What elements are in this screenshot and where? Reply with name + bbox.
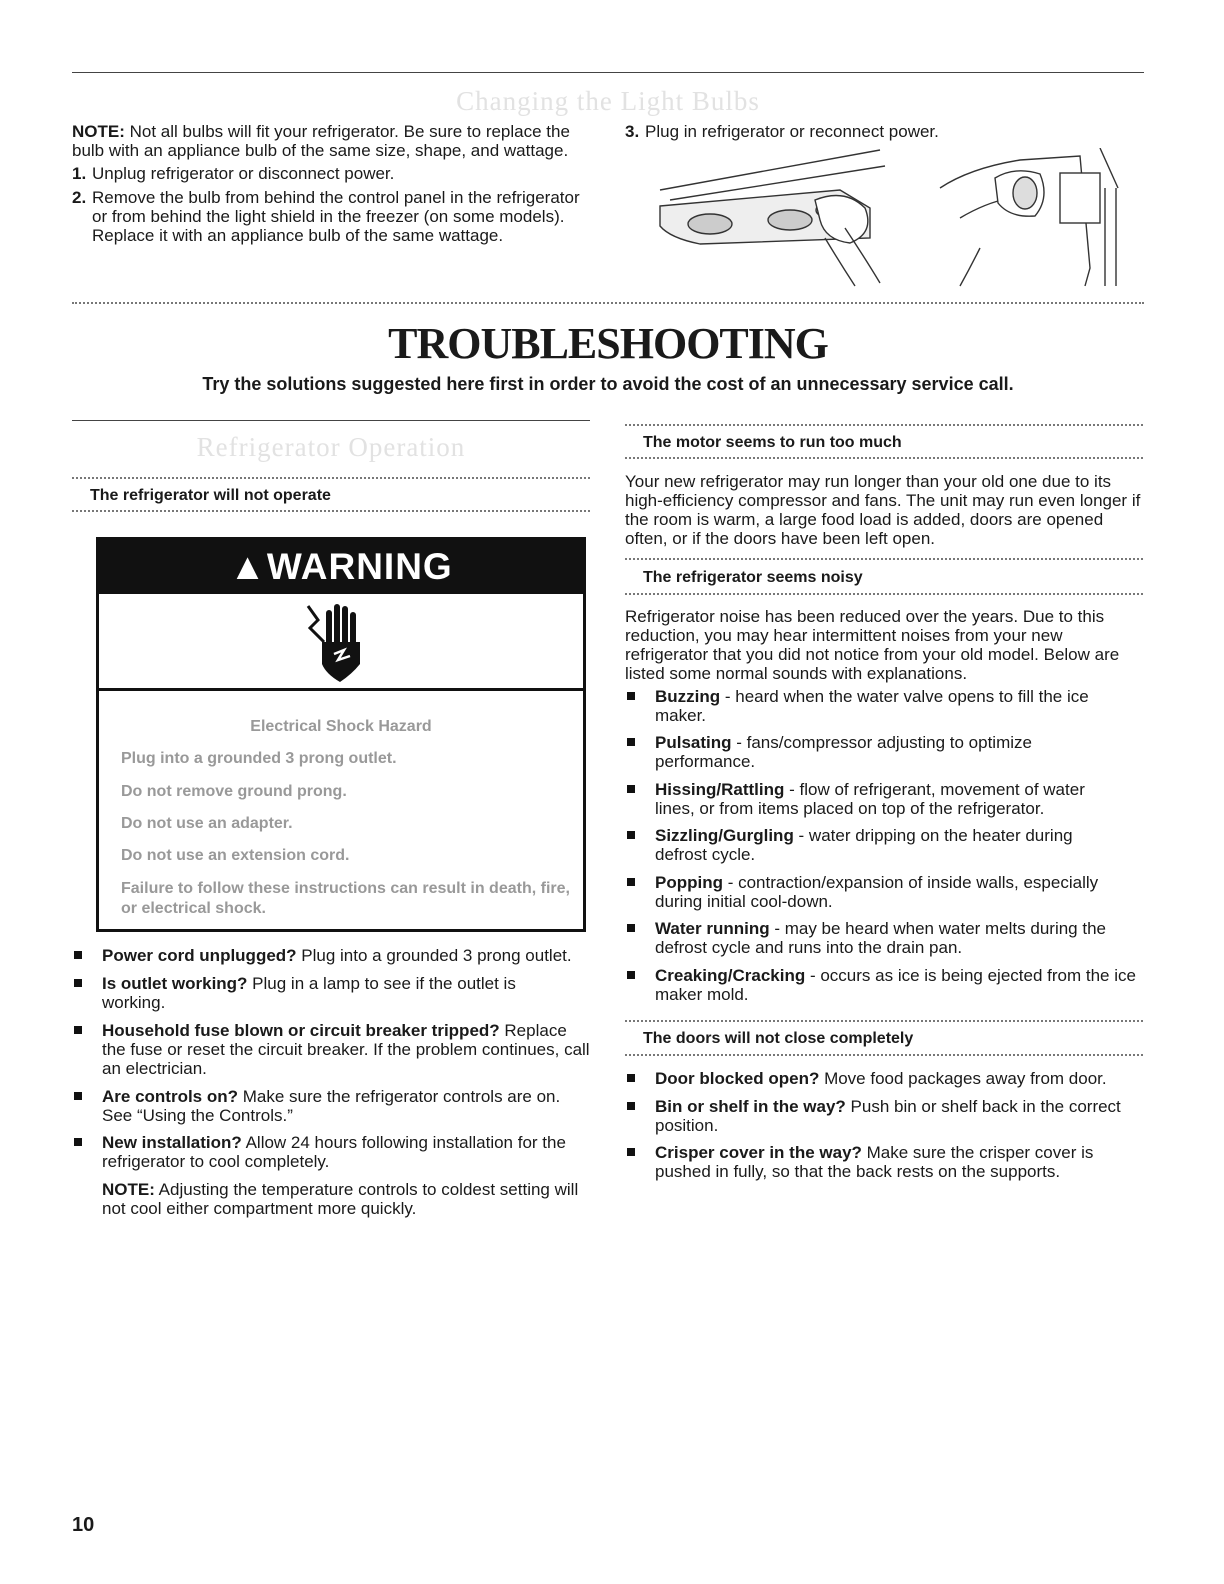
bullet-icon [627, 971, 635, 979]
note-text: Adjusting the temperature controls to coldest setting will not cool either compartment more quickly. [102, 1180, 579, 1218]
bullet-text: - occurs as ice is being ejected from the ice maker mold. [655, 966, 1136, 1004]
bullet-icon [627, 878, 635, 886]
list-item [625, 780, 1125, 818]
list-item [625, 687, 1125, 725]
bullet-text: Plug into a grounded 3 prong outlet. [296, 946, 572, 965]
bullet-bold: Power cord unplugged? [102, 946, 297, 965]
note-text: Not all bulbs will fit your refrigerator. Be sure to replace the bulb with an appliance bulb of the same size, shape, and wattage. [72, 122, 570, 160]
page-subtitle: Try the solutions suggested here first in order to avoid the cost of an unnecessary service call. [202, 374, 1014, 394]
list-item [625, 966, 1140, 1004]
bullet-text: Make sure the crisper cover is pushed in fully, so that the back rests on the supports. [655, 1143, 1094, 1181]
bullet-bold: Bin or shelf in the way? [655, 1097, 846, 1116]
bullet-icon [627, 785, 635, 793]
warning-line: Do not remove ground prong. [121, 783, 347, 800]
bullet-bold: Popping [655, 873, 723, 892]
subhead-motor: The motor seems to run too much [643, 434, 902, 451]
bullet-icon [627, 1074, 635, 1082]
bullet-bold: Is outlet working? [102, 974, 248, 993]
bullet-text: Move food packages away from door. [819, 1069, 1107, 1088]
noisy-rule-bottom [625, 593, 1143, 595]
bullet-text: Push bin or shelf back in the correct position. [655, 1097, 1121, 1135]
step-text: Plug in refrigerator or reconnect power. [645, 122, 939, 141]
bullet-icon [74, 951, 82, 959]
page-title: TROUBLESHOOTING [388, 319, 828, 368]
bullet-bold: Household fuse blown or circuit breaker tripped? [102, 1021, 500, 1040]
list-item [72, 1021, 590, 1078]
subhead-doors: The doors will not close completely [643, 1030, 914, 1047]
warning-line: Do not use an adapter. [121, 815, 293, 832]
step-3 [625, 122, 1125, 141]
bullet-text: - flow of refrigerant, movement of water lines, or from items placed on top of the refrigerator. [655, 780, 1085, 818]
bullet-text: - water dripping on the heater during defrost cycle. [655, 826, 1073, 864]
note-label: NOTE: [102, 1180, 155, 1199]
section-divider [72, 302, 1144, 304]
motor-rule-top [625, 424, 1143, 426]
bullet-bold: Hissing/Rattling [655, 780, 785, 799]
bullet-bold: Door blocked open? [655, 1069, 820, 1088]
bullet-text: - fans/compressor adjusting to optimize performance. [655, 733, 1032, 771]
bullet-icon [627, 692, 635, 700]
bullet-text: - may be heard when water melts during the defrost cycle and runs into the drain pan. [655, 919, 1106, 957]
subhead-rule-top [72, 477, 590, 479]
bullet-bold: Crisper cover in the way? [655, 1143, 862, 1162]
warning-separator [99, 688, 583, 691]
note-label: NOTE: [72, 122, 125, 141]
subhead-rule-bottom [72, 510, 590, 512]
bullet-icon [627, 1148, 635, 1156]
list-item [625, 733, 1125, 771]
step-text: Unplug refrigerator or disconnect power. [92, 164, 395, 183]
bullet-text: Replace the fuse or reset the circuit breaker. If the problem continues, call an electrician. [102, 1021, 590, 1078]
top-rule [72, 72, 1144, 73]
bullet-text: - contraction/expansion of inside walls, especially during initial cool-down. [655, 873, 1099, 911]
list-item [72, 946, 590, 965]
warning-hazard: Electrical Shock Hazard [250, 718, 432, 735]
bullet-bold: Are controls on? [102, 1087, 239, 1106]
doors-rule-top [625, 1020, 1143, 1022]
left-note [102, 1180, 582, 1218]
step-number: 3. [625, 122, 640, 141]
page-number: 10 [72, 1514, 95, 1536]
step-number: 2. [72, 188, 87, 207]
list-item [72, 974, 572, 1012]
list-item [625, 919, 1140, 957]
step-1 [72, 164, 592, 183]
motor-rule-bottom [625, 457, 1143, 459]
bullet-bold: Sizzling/Gurgling [655, 826, 794, 845]
step-text: Remove the bulb from behind the control panel in the refrigerator or from behind the light shield in the freezer (on some models). Replace it with an appliance bulb of the same wattage. [92, 188, 580, 245]
list-item [625, 1069, 1140, 1088]
warning-line: Failure to follow these instructions can result in death, fire, or electrical shock. [121, 880, 570, 917]
warning-line: Plug into a grounded 3 prong outlet. [121, 750, 397, 767]
bullet-icon [627, 738, 635, 746]
bullet-icon [627, 1102, 635, 1110]
bullet-text: Plug in a lamp to see if the outlet is working. [102, 974, 516, 1012]
list-item [625, 1143, 1125, 1181]
doors-rule-bottom [625, 1054, 1143, 1056]
warning-header [99, 540, 583, 594]
subhead-noisy: The refrigerator seems noisy [643, 569, 863, 586]
bullet-bold: Creaking/Cracking [655, 966, 806, 985]
light-bulbs-heading: Changing the Light Bulbs [456, 86, 760, 116]
list-item [72, 1087, 590, 1125]
left-column-rule [72, 420, 590, 421]
refrigerator-operation-heading: Refrigerator Operation [196, 432, 466, 462]
light-bulbs-note [72, 122, 592, 160]
step-number: 1. [72, 164, 87, 183]
list-item [625, 873, 1125, 911]
bullet-text: Allow 24 hours following installation for the refrigerator to cool completely. [102, 1133, 566, 1171]
warning-line: Do not use an extension cord. [121, 847, 350, 864]
bullet-bold: Water running [655, 919, 770, 938]
noisy-text: Refrigerator noise has been reduced over the years. Due to this reduction, you may hear intermittent noises from your new refrigerator that you did not notice from your old model. Below are listed some normal sounds with explanations. [625, 607, 1120, 683]
bullet-icon [74, 1138, 82, 1146]
subhead-will-not-operate: The refrigerator will not operate [90, 487, 331, 504]
list-item [625, 826, 1125, 864]
list-item [72, 1133, 590, 1171]
warning-box [96, 537, 586, 932]
bullet-bold: New installation? [102, 1133, 242, 1152]
bullet-icon [627, 831, 635, 839]
bullet-icon [74, 1026, 82, 1034]
warning-title: WARNING [266, 546, 453, 587]
warning-triangle-icon: ▲ [229, 546, 267, 587]
list-item [625, 1097, 1140, 1135]
bullet-text: - heard when the water valve opens to fill the ice maker. [655, 687, 1089, 725]
bulb-replacement-illustration [640, 148, 1120, 288]
bullet-bold: Buzzing [655, 687, 721, 706]
step-2 [72, 188, 592, 245]
bullet-icon [627, 924, 635, 932]
bullet-text: Make sure the refrigerator controls are on. See “Using the Controls.” [102, 1087, 561, 1125]
electrical-shock-hand-icon [304, 602, 374, 684]
bullet-icon [74, 979, 82, 987]
bullet-bold: Pulsating [655, 733, 732, 752]
motor-text: Your new refrigerator may run longer than your old one due to its high-efficiency compressor and fans. The unit may run even longer if the room is warm, a large food load is added, doors are opened often, or if the doors have been left open. [625, 472, 1141, 548]
noisy-rule-top [625, 558, 1143, 560]
bullet-icon [74, 1092, 82, 1100]
